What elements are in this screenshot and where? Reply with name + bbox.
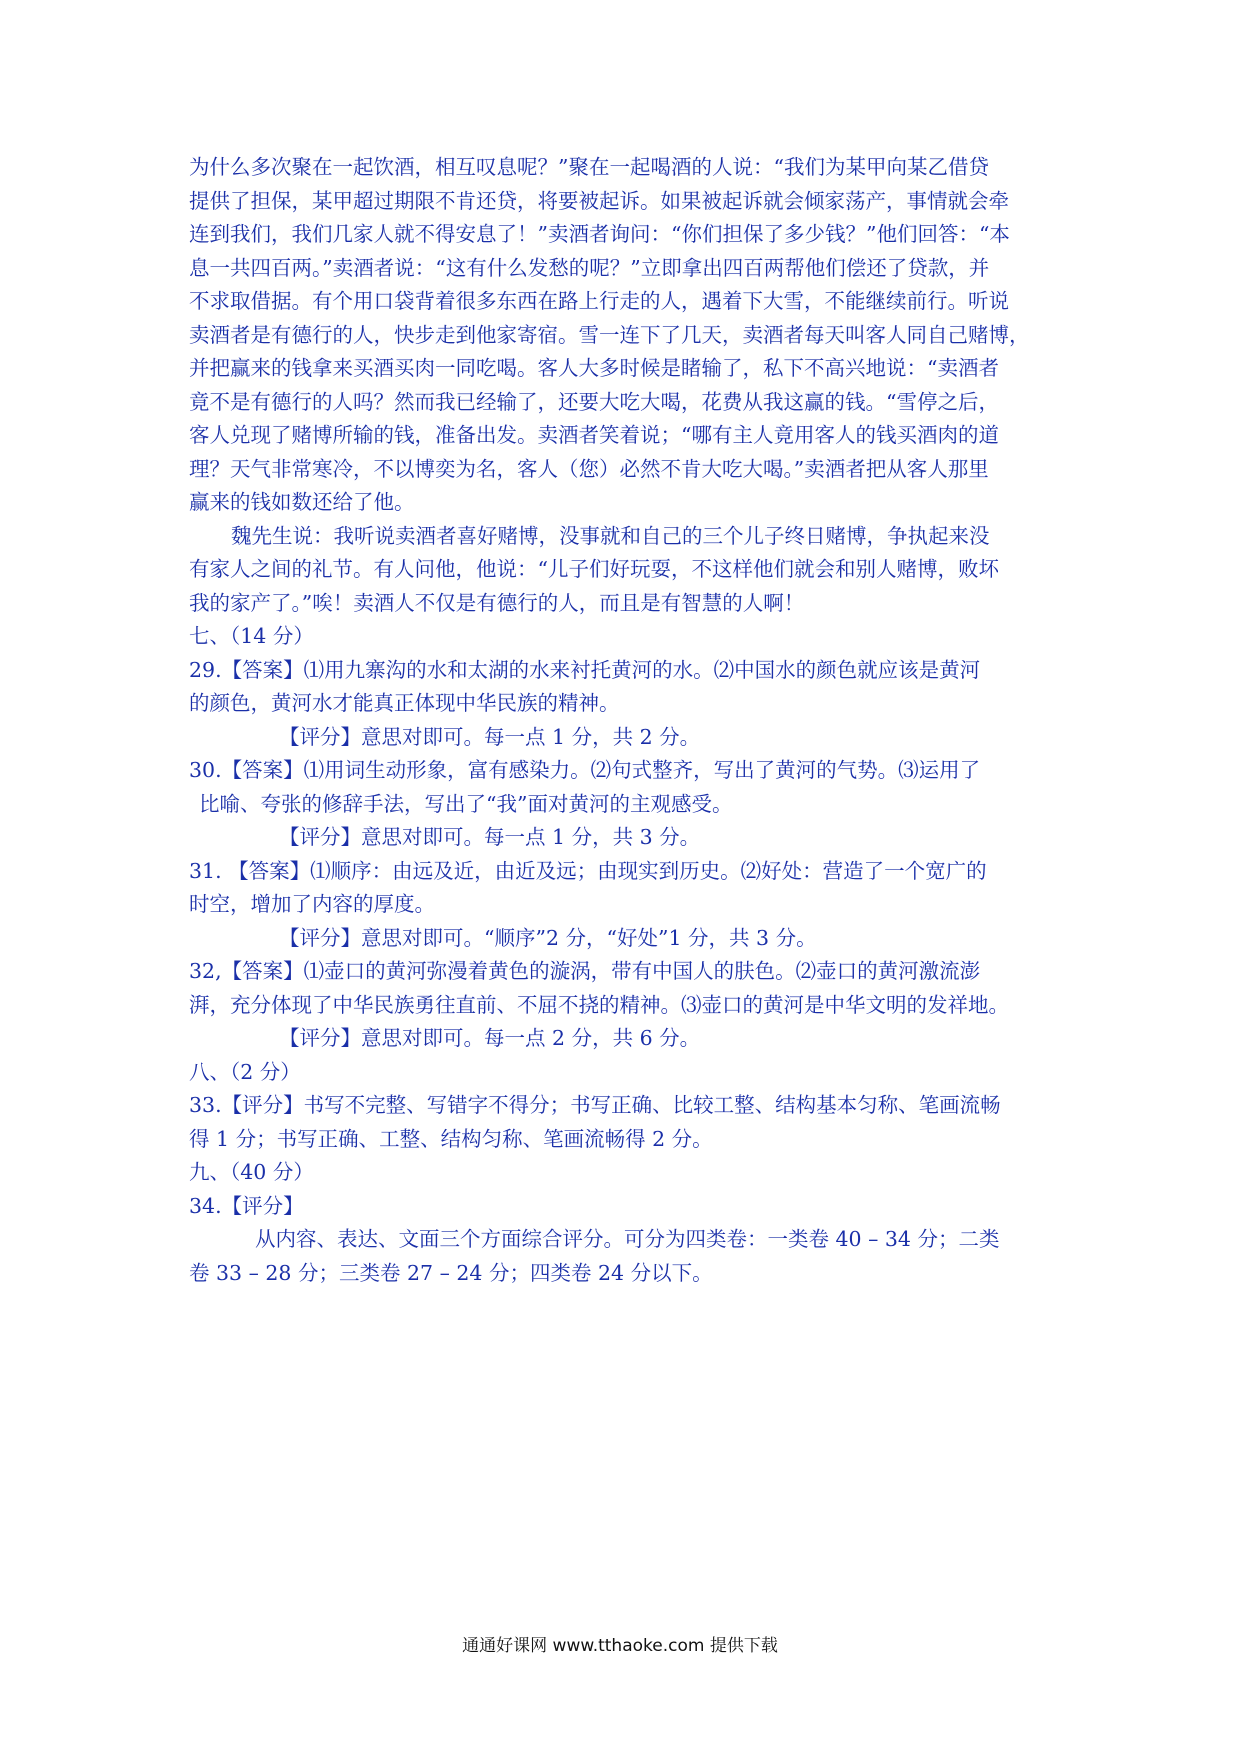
text-line: 赢来的钱如数还给了他。 [189, 490, 415, 514]
section-8 [189, 1056, 1059, 1157]
text-line: 连到我们，我们几家人就不得安息了！”卖酒者询问：“你们担保了多少钱？”他们回答：“本 [189, 222, 1010, 246]
text-line: 33.【评分】书写不完整、写错字不得分；书写正确、比较工整、结构基本匀称、笔画流畅 [189, 1093, 1001, 1117]
question-29-score: 【评分】意思对即可。每一点 1 分，共 2 分。 [279, 724, 701, 749]
section-7 [189, 620, 1059, 1056]
question-30-score: 【评分】意思对即可。每一点 1 分，共 3 分。 [279, 825, 701, 849]
text-line: 从内容、表达、文面三个方面综合评分。可分为四类卷：一类卷 40 – 34 分；二类 [255, 1227, 1000, 1251]
text-line: 31. 【答案】⑴顺序：由远及近，由近及远；由现实到历史。⑵好处：营造了一个宽广的 [189, 858, 987, 883]
question-31-answer [189, 855, 1059, 922]
text-line: 卖酒者是有德行的人，快步走到他家寄宿。雪一连下了几天，卖酒者每天叫客人同自己赌博， [189, 322, 1030, 347]
text-line: 竟不是有德行的人吗？然而我已经输了，还要大吃大喝，花费从我这赢的钱。“雪停之后， [189, 389, 999, 414]
section-header: 九、（40 分） [189, 1160, 314, 1184]
section-header: 七、（14 分） [189, 624, 314, 648]
wei-commentary-paragraph [189, 520, 1059, 621]
section-header: 八、（2 分） [189, 1059, 301, 1084]
text-line: 并把赢来的钱拿来买酒买肉一同吃喝。客人大多时候是睹输了，私下不高兴地说：“卖酒者 [189, 356, 999, 380]
text-line: 提供了担保，某甲超过期限不肯还贷，将要被起诉。如果被起诉就会倾家荡产，事情就会牵 [189, 188, 1009, 213]
text-line: 不求取借据。有个用口袋背着很多东西在路上行走的人，遇着下大雪，不能继续前行。听说 [189, 289, 1009, 313]
text-line: 32,【答案】⑴壶口的黄河弥漫着黄色的漩涡，带有中国人的肤色。⑵壶口的黄河激流澎 [189, 959, 981, 983]
section-9 [189, 1156, 1059, 1290]
text-line: 得 1 分；书写正确、工整、结构匀称、笔画流畅得 2 分。 [189, 1126, 713, 1151]
question-30-answer [189, 754, 1059, 821]
text-line: 30.【答案】⑴用词生动形象，富有感染力。⑵句式整齐，写出了黄河的气势。⑶运用了 [189, 758, 981, 782]
question-29-answer [189, 654, 1059, 721]
text-line: 息一共四百两。”卖酒者说：“这有什么发愁的呢？”立即拿出四百两帮他们偿还了贷款，并 [189, 255, 990, 280]
question-34-score [189, 1223, 1059, 1290]
question-31-score: 【评分】意思对即可。“顺序”2 分，“好处”1 分，共 3 分。 [279, 925, 817, 950]
text-line: 有家人之间的礼节。有人问他，他说：“儿子们好玩耍，不这样他们就会和别人赌博，败坏 [189, 557, 999, 581]
story-paragraph [189, 151, 1059, 520]
text-line: 为什么多次聚在一起饮酒，相互叹息呢？”聚在一起喝酒的人说：“我们为某甲向某乙借贷 [189, 155, 989, 179]
text-line: 湃，充分体现了中华民族勇往直前、不屈不挠的精神。⑶壶口的黄河是中华文明的发祥地。 [189, 992, 1009, 1017]
text-line: 比喻、夸张的修辞手法，写出了“我”面对黄河的主观感受。 [199, 791, 733, 816]
footer-download-notice: 通通好课网 www.tthaoke.com 提供下载 [462, 1636, 778, 1656]
text-line: 客人兑现了赌博所输的钱，准备出发。卖酒者笑着说；“哪有主人竟用客人的钱买酒肉的道 [189, 423, 999, 447]
document-content [189, 151, 1059, 1290]
text-line: 我的家产了。”唉！卖酒人不仅是有德行的人，而且是有智慧的人啊！ [189, 590, 805, 615]
question-32-answer [189, 955, 1059, 1022]
text-line: 时空，增加了内容的厚度。 [189, 892, 435, 916]
question-33-score [189, 1089, 1059, 1156]
question-34-label: 34.【评分】 [189, 1193, 304, 1218]
text-line: 29.【答案】⑴用九寨沟的水和太湖的水来衬托黄河的水。⑵中国水的颜色就应该是黄河 [189, 657, 981, 682]
text-line: 的颜色，黄河水才能真正体现中华民族的精神。 [189, 691, 620, 715]
text-line: 魏先生说：我听说卖酒者喜好赌博，没事就和自己的三个儿子终日赌博，争执起来没 [231, 523, 990, 548]
question-32-score: 【评分】意思对即可。每一点 2 分，共 6 分。 [279, 1026, 701, 1050]
text-line: 卷 33 – 28 分；三类卷 27 – 24 分；四类卷 24 分以下。 [189, 1260, 713, 1285]
text-line: 理？天气非常寒冷，不以博奕为名，客人（您）必然不肯大吃大喝。”卖酒者把从客人那里 [189, 456, 989, 481]
